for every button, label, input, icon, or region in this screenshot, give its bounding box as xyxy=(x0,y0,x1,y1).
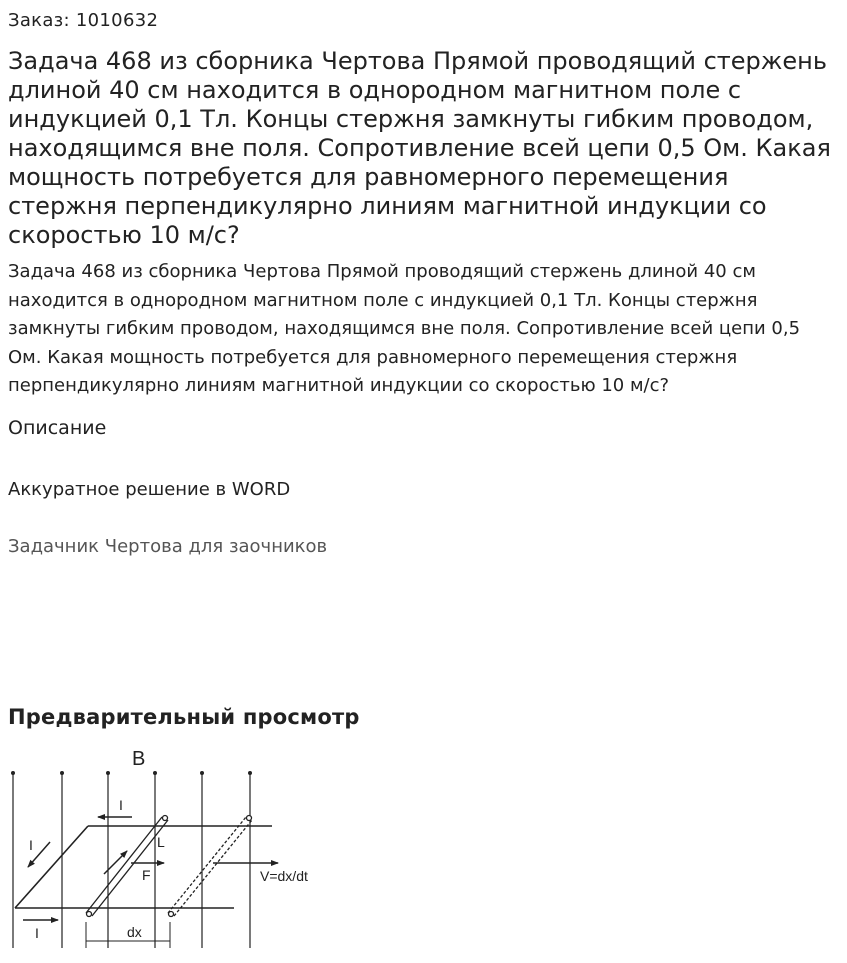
preview-heading: Предварительный просмотр xyxy=(8,705,360,729)
length-label: L xyxy=(157,834,165,850)
velocity-label: V=dx/dt xyxy=(260,868,308,884)
rod-displaced xyxy=(168,816,252,917)
preview-diagram xyxy=(0,740,340,963)
field-label: B xyxy=(132,748,146,770)
rod-initial xyxy=(86,816,168,917)
current-label-left: I xyxy=(29,837,33,853)
field-line-heads xyxy=(11,771,252,775)
current-label-top: I xyxy=(119,797,123,813)
description-text: Аккуратное решение в WORD xyxy=(8,479,291,500)
page-title: Задача 468 из сборника Чертова Прямой проводящий стержень длиной 40 см находится в однородном магнитном поле с индукцией 0,1 Тл. Концы стержня замкнуты гибким проводом, находящимся вне поля. Сопротивление всей цепи 0,5 Ом. Какая мощность потребуется для равномерного перемещения стержня перпендикулярно линиям магнитной индукции со скоростью 10 м/с? xyxy=(8,47,831,249)
force-label: F xyxy=(142,867,151,883)
problem-text: Задача 468 из сборника Чертова Прямой проводящий стержень длиной 40 см находится в однородном магнитном поле с индукцией 0,1 Тл. Концы стержня замкнуты гибким проводом, находящимся вне поля. Сопротивление всей цепи 0,5 Ом. Какая мощность потребуется для равномерного перемещения стержня перпендикулярно линиям магнитной индукции со скоростью 10 м/с? xyxy=(8,261,801,397)
description-heading: Описание xyxy=(8,417,107,439)
order-number: Заказ: 1010632 xyxy=(8,10,159,31)
problem-book-link[interactable]: Задачник Чертова для заочников xyxy=(8,536,328,557)
current-label-bottom: I xyxy=(35,925,39,941)
displacement-label: dx xyxy=(127,924,142,940)
field-lines xyxy=(13,773,250,948)
